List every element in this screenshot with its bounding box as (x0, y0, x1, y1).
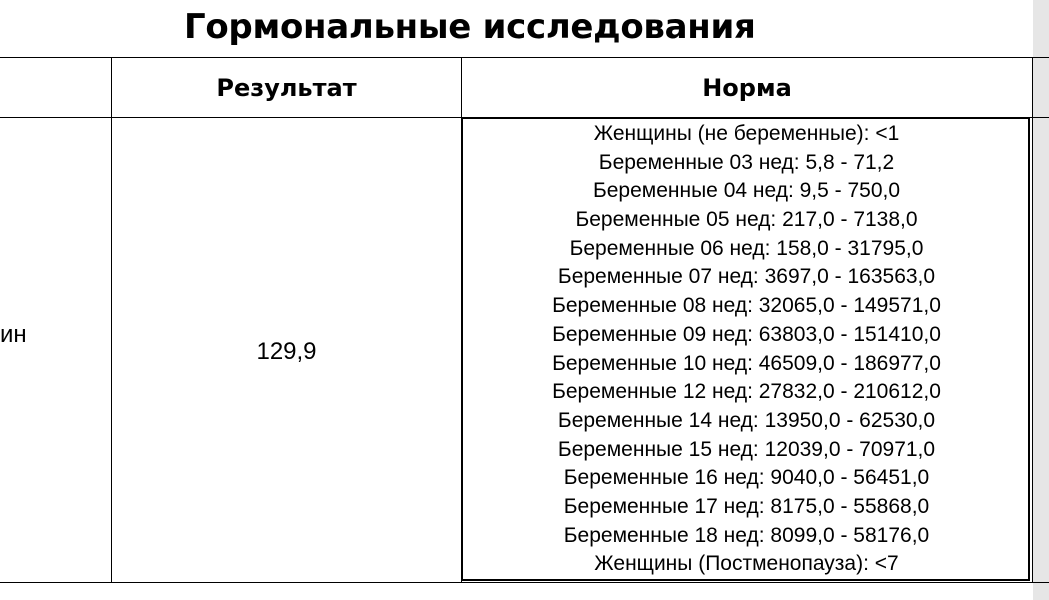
norm-line: Беременные 04 нед: 9,5 - 750,0 (592, 179, 901, 203)
norm-list (463, 120, 1030, 579)
norm-line: Беременные 09 нед: 63803,0 - 151410,0 (552, 322, 941, 346)
norm-line: Беременные 15 нед: 12039,0 - 70971,0 (557, 437, 936, 461)
norm-line: Беременные 14 нед: 13950,0 - 62530,0 (557, 408, 936, 432)
norm-line: Беременные 18 нед: 8099,0 - 58176,0 (563, 523, 930, 547)
norm-line: Беременные 07 нед: 3697,0 - 163563,0 (557, 265, 936, 289)
norm-line: Женщины (не беременные): <1 (593, 122, 900, 145)
norm-line: Беременные 10 нед: 46509,0 - 186977,0 (552, 351, 941, 375)
norm-line: Беременные 03 нед: 5,8 - 71,2 (598, 150, 895, 174)
norm-line: Беременные 12 нед: 27832,0 - 210612,0 (552, 380, 941, 404)
page-title: Гормональные исследования (184, 7, 756, 47)
test-name-cell: ин (0, 321, 27, 348)
norm-line: Беременные 08 нед: 32065,0 - 149571,0 (552, 294, 941, 318)
norm-line: Женщины (Постменопауза): <7 (594, 552, 899, 576)
header-result: Результат (216, 73, 357, 102)
column-divider-name-result (111, 57, 112, 583)
header-norm: Норма (702, 73, 792, 102)
page-edge-bar (1033, 0, 1049, 600)
norm-line: Беременные 17 нед: 8175,0 - 55868,0 (563, 494, 930, 518)
norm-line: Беременные 16 нед: 9040,0 - 56451,0 (563, 466, 930, 490)
norm-line: Беременные 05 нед: 217,0 - 7138,0 (575, 208, 918, 232)
column-divider-norm-right (1032, 57, 1033, 583)
norm-line: Беременные 06 нед: 158,0 - 31795,0 (569, 236, 924, 260)
table-bottom-border (0, 582, 1049, 583)
result-value: 129,9 (256, 338, 317, 365)
